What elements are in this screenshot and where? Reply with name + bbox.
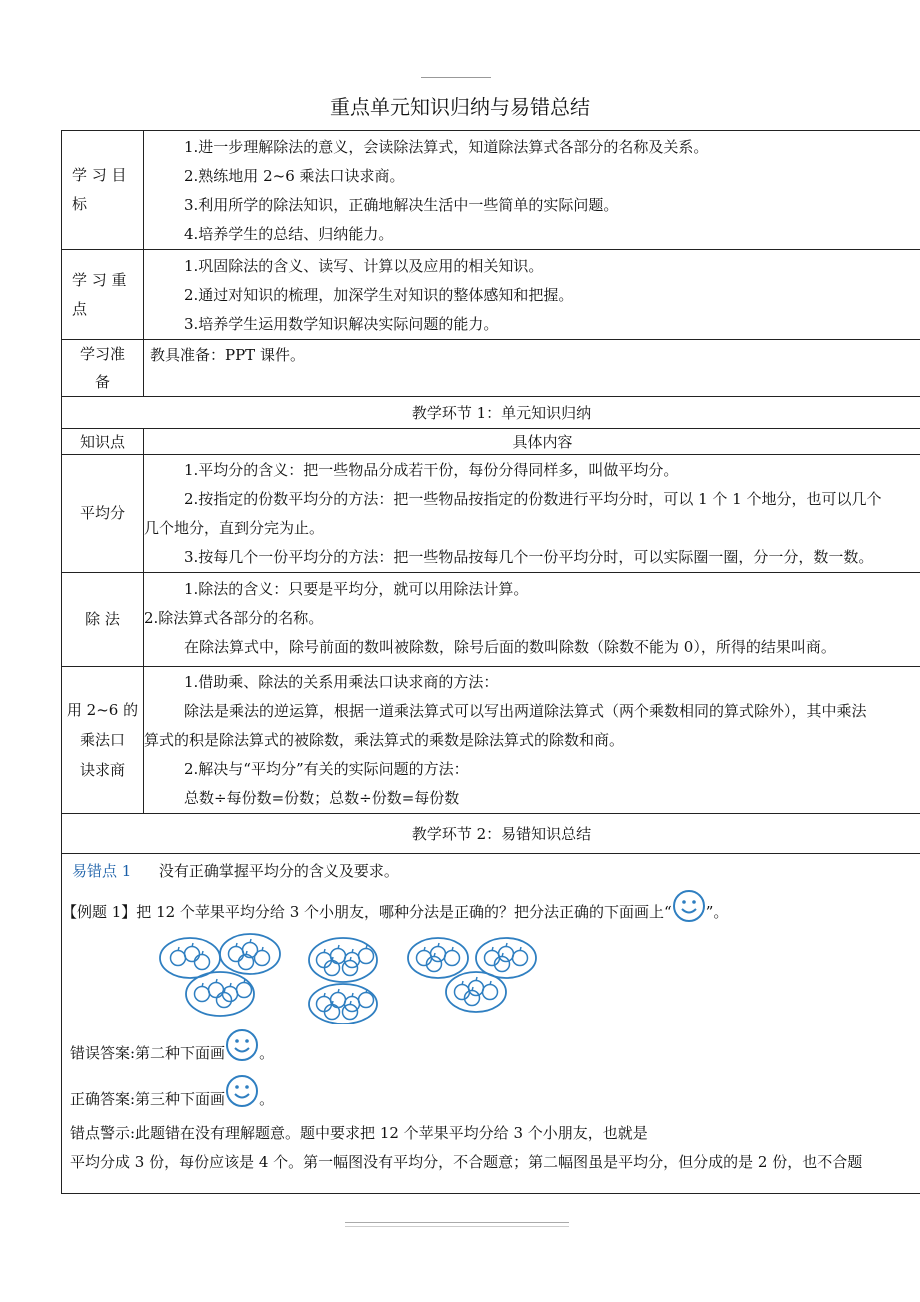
focus-item: 1.巩固除法的含义、读写、计算以及应用的相关知识。	[184, 257, 544, 275]
apple-icon	[195, 983, 210, 1002]
wrong-answer: 错误答案:第二种下面画	[70, 1044, 226, 1062]
apple-icon	[445, 947, 460, 966]
pingjunfen-label: 平均分	[62, 455, 144, 573]
koujue-content	[144, 667, 920, 814]
example-suffix: ”。	[705, 903, 729, 921]
focus-label-2: 点	[72, 299, 88, 318]
content-line: 总数÷每份数=份数；总数÷份数=每份数	[184, 789, 460, 807]
col-content-header: 具体内容	[144, 429, 920, 455]
koujue-label-2: 乘法口	[79, 731, 125, 749]
errors-row	[62, 854, 920, 1194]
apple-icon	[465, 987, 480, 1006]
content-line: 在除法算式中，除号前面的数叫被除数，除号后面的数叫除数（除数不能为 0），所得的结果叫商。	[184, 638, 836, 656]
error-point-text: 没有正确掌握平均分的含义及要求。	[158, 862, 399, 880]
apple-icon	[229, 943, 244, 962]
content-line: 除法是乘法的逆运算，根据一道乘法算式可以写出两道除法算式（两个乘数相同的算式除外），其中乘法	[184, 702, 867, 720]
content-line: 1.除法的含义：只要是平均分，就可以用除法计算。	[184, 580, 529, 598]
focus-item: 2.通过对知识的梳理，加深学生对知识的整体感知和把握。	[184, 286, 574, 304]
chufa-row	[62, 573, 920, 667]
prep-label	[62, 340, 144, 397]
apple-icon	[185, 943, 200, 962]
goal-item: 4.培养学生的总结、归纳能力。	[184, 225, 394, 243]
focus-item: 3.培养学生运用数学知识解决实际问题的能力。	[184, 315, 499, 333]
section2-heading: 教学环节 2：易错知识总结	[62, 814, 920, 854]
focus-label	[62, 250, 144, 340]
content-line: 2.除法算式各部分的名称。	[144, 609, 324, 627]
goals-content	[144, 131, 920, 250]
apple-icon	[171, 947, 186, 966]
prep-text: 教具准备：PPT 课件。	[150, 346, 305, 364]
section2-row	[62, 814, 920, 854]
goal-item: 3.利用所学的除法知识，正确地解决生活中一些简单的实际问题。	[184, 196, 619, 214]
section1-row	[62, 397, 920, 429]
header-row	[62, 429, 920, 455]
bottom-rule-2	[345, 1226, 569, 1227]
goals-label	[62, 131, 144, 250]
prep-row	[62, 340, 920, 397]
content-line: 2.按指定的份数平均分的方法：把一些物品按指定的份数进行平均分时，可以 1 个 1 个地分，也可以几个	[184, 490, 882, 508]
content-line: 2.解决与“平均分”有关的实际问题的方法：	[184, 760, 469, 778]
smiley-face-icon	[225, 1028, 259, 1062]
prep-label-2: 备	[94, 373, 110, 391]
koujue-label-1: 用 2~6 的	[66, 701, 139, 719]
lesson-table	[61, 130, 920, 1194]
koujue-label	[62, 667, 144, 814]
apple-icon	[431, 943, 446, 962]
prep-content	[144, 340, 920, 397]
pingjunfen-content	[144, 455, 920, 573]
focus-label-1: 学 习 重	[72, 270, 127, 289]
group-circle	[309, 938, 377, 982]
apple-icon	[483, 981, 498, 1000]
chufa-content	[144, 573, 920, 667]
content-line: 1.借助乘、除法的关系用乘法口诀求商的方法：	[184, 673, 499, 691]
apple-icon	[417, 947, 432, 966]
goals-label-2: 标	[72, 195, 88, 213]
bottom-rule	[345, 1222, 569, 1223]
error-point-label: 易错点 1	[72, 862, 132, 880]
smiley-face-icon	[225, 1074, 259, 1108]
goal-item: 1.进一步理解除法的意义，会读除法算式，知道除法算式各部分的名称及关系。	[184, 138, 709, 156]
apple-icon	[317, 949, 332, 968]
apple-icon	[469, 977, 484, 996]
wrong-answer-period: 。	[259, 1044, 275, 1062]
apple-icon	[455, 981, 470, 1000]
content-line: 算式的积是除法算式的被除数，乘法算式的乘数是除法算式的除数和商。	[144, 731, 625, 749]
col-knowledge-header: 知识点	[62, 429, 144, 455]
chufa-label: 除 法	[62, 573, 144, 667]
page-title: 重点单元知识归纳与易错总结	[330, 95, 590, 119]
koujue-row	[62, 667, 920, 814]
apple-groups-illustration	[158, 932, 538, 1024]
focus-content	[144, 250, 920, 340]
pingjunfen-row	[62, 455, 920, 573]
apple-icon	[513, 947, 528, 966]
content-line: 几个地分，直到分完为止。	[144, 519, 325, 537]
errors-content	[62, 854, 920, 1194]
warning-line: 平均分成 3 份，每份应该是 4 个。第一幅图没有平均分，不合题意；第二幅图虽是平均分，但分成的是 2 份，也不合题	[70, 1153, 863, 1171]
apple-icon	[495, 953, 510, 972]
apple-icon	[485, 947, 500, 966]
content-line: 3.按每几个一份平均分的方法：把一些物品按每几个一份平均分时，可以实际圈一圈，分一分，数一数。	[184, 548, 874, 566]
example-question: 【例题 1】把 12 个苹果平均分给 3 个小朋友，哪种分法是正确的？把分法正确的下面画上“	[62, 903, 672, 921]
top-rule	[421, 77, 491, 78]
apple-icon	[427, 953, 442, 972]
goal-item: 2.熟练地用 2~6 乘法口诀求商。	[184, 167, 405, 185]
apple-icon	[209, 979, 224, 998]
koujue-label-3: 诀求商	[79, 761, 125, 779]
prep-label-1: 学习准	[79, 345, 125, 363]
goals-label-1: 学 习 目	[72, 166, 127, 184]
right-answer: 正确答案:第三种下面画	[70, 1090, 226, 1108]
focus-row	[62, 250, 920, 340]
goals-row	[62, 131, 920, 250]
right-answer-period: 。	[259, 1090, 275, 1108]
content-line: 1.平均分的含义：把一些物品分成若干份，每份分得同样多，叫做平均分。	[184, 461, 679, 479]
apple-icon	[317, 993, 332, 1012]
apple-icon	[499, 943, 514, 962]
section1-heading: 教学环节 1：单元知识归纳	[62, 397, 920, 429]
smiley-face-icon	[672, 889, 706, 923]
warning-line: 错点警示:此题错在没有理解题意。题中要求把 12 个苹果平均分给 3 个小朋友，也就是	[70, 1124, 648, 1142]
